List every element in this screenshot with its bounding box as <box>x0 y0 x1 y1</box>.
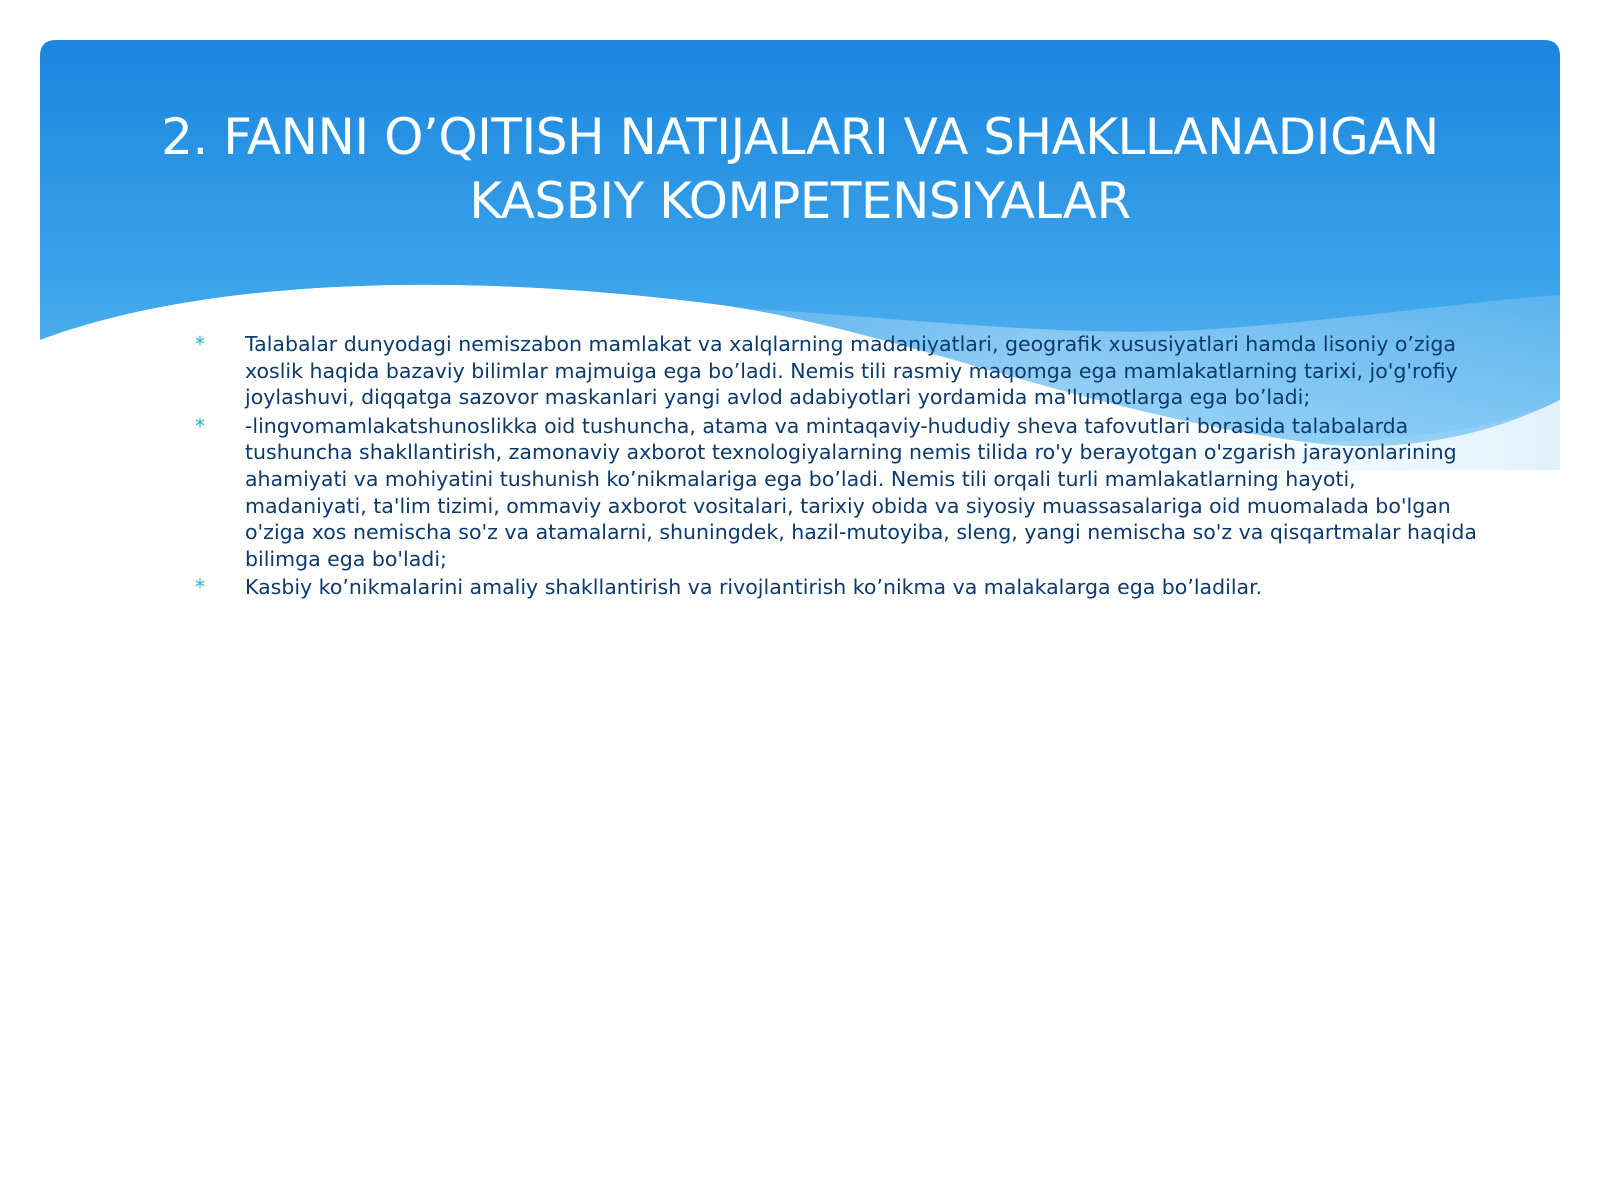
bullet-text: Talabalar dunyodagi nemiszabon mamlakat va xalqlarning madaniyatlari, geografik xususiyatlari hamda lisoniy o’ziga xoslik haqida bazaviy bilimlar majmuiga ega bo’ladi. Nemis tili rasmiy maqomga ega mamlakatlarning tarixi, jo'g'rofiy joylashuvi, diqqatga sazovor maskanlari yangi avlod adabiyotlari yordamida ma'lumotlarga ega bo’ladi; <box>245 332 1458 410</box>
bullet-item <box>190 413 1480 573</box>
bullet-list <box>190 331 1480 603</box>
asterisk-icon: * <box>195 413 205 438</box>
bullet-item <box>190 574 1480 601</box>
bullet-text: Kasbiy ko’nikmalarini amaliy shakllantirish va rivojlantirish ko’nikma va malakalarga ega bo’ladilar. <box>245 575 1263 600</box>
bullet-item <box>190 331 1480 411</box>
asterisk-icon: * <box>195 332 205 356</box>
bullet-text: -lingvomamlakatshunoslikka oid tushuncha, atama va mintaqaviy-hududiy sheva tafovutlari borasida talabalarda tushuncha shakllantirish, zamonaviy axborot texnologiyalarning nemis tilida ro'y berayotgan o'zgarish jarayonlarining ahamiyati va mohiyatini tushunish ko’nikmalariga ega bo’ladi. Nemis tili orqali turli mamlakatlarning hayoti, madaniyati, ta'lim tizimi, ommaviy axborot vositalari, tarixiy obida va siyosiy muassasalariga oid muomalada bo'lgan o'ziga xos nemischa so'z va atamalarni, shuningdek, hazil-mutoyiba, sleng, yangi nemischa so'z va qisqartmalar haqida bilimga ega bo'ladi; <box>245 413 1477 571</box>
asterisk-icon: * <box>195 575 205 600</box>
slide-title: 2. FANNI O’QITISH NATIJALARI VA SHAKLLANADIGAN KASBIY KOMPETENSIYALAR <box>161 108 1439 230</box>
